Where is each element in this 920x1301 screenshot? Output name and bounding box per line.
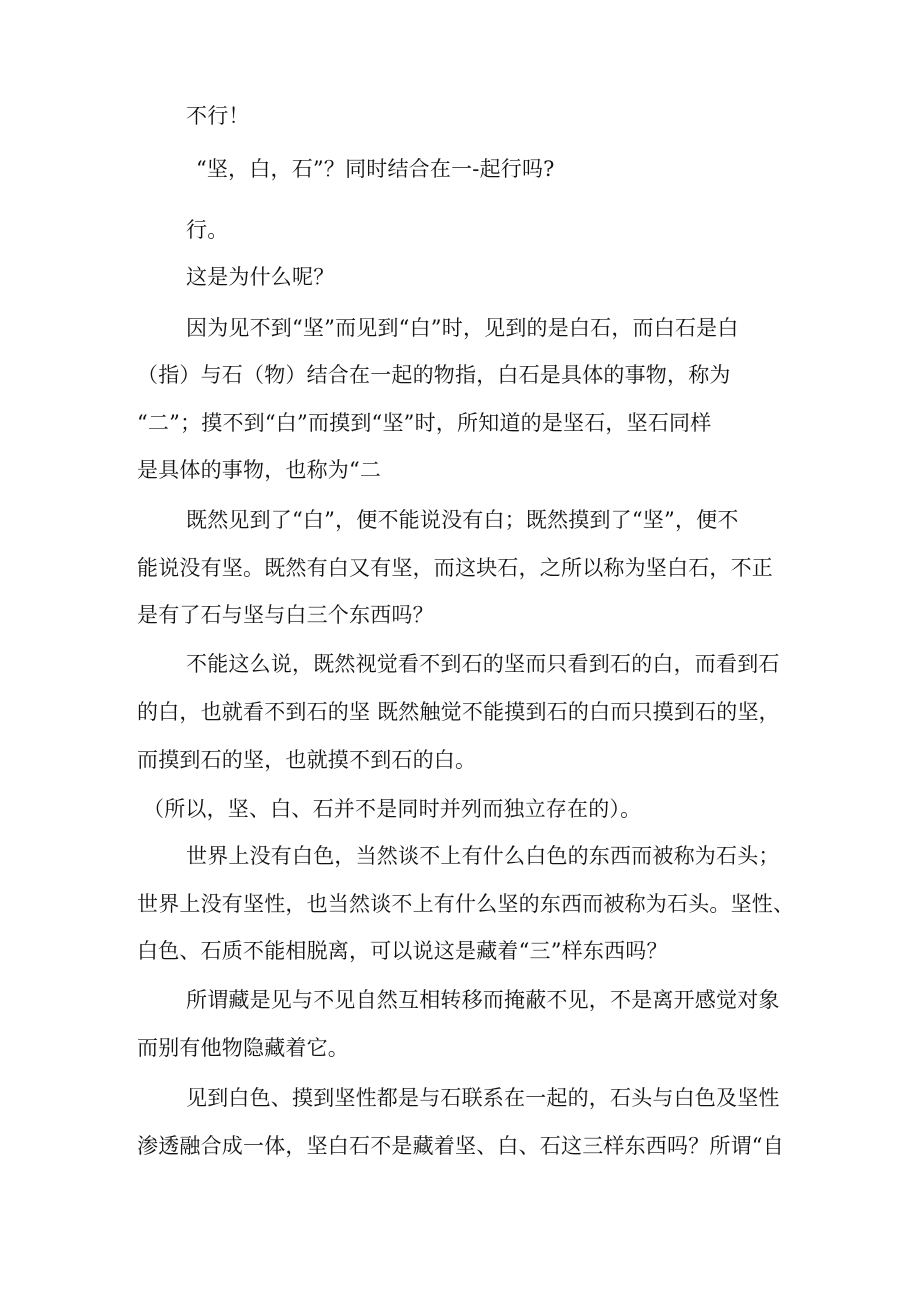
paragraph-line-15: （所以，坚、白、石并不是同时并列而独立存在的）。 [143, 797, 642, 821]
paragraph-line-14: 而摸到石的坚，也就摸不到石的白。 [137, 748, 477, 772]
paragraph-line-2: “坚，白，石”？同时结合在一-起行吗? [196, 157, 555, 181]
paragraph-line-18: 白色、石质不能相脱离，可以说这是藏着“三”样东西吗？ [137, 939, 668, 963]
paragraph-line-11: 是有了石与坚与白三个东西吗？ [137, 603, 434, 627]
paragraph-line-20: 而别有他物隐藏着它。 [137, 1036, 349, 1060]
paragraph-line-7: “二”；摸不到“白”而摸到“坚”时，所知道的是坚石，坚石同样 [137, 411, 712, 435]
paragraph-line-9: 既然见到了“白”，便不能说没有白；既然摸到了“坚”，便不 [186, 508, 739, 532]
paragraph-line-10: 能说没有坚。既然有白又有坚，而这块石，之所以称为坚白石，不正 [137, 556, 773, 580]
paragraph-line-16: 世界上没有白色，当然谈不上有什么白色的东西而被称为石头； [186, 844, 780, 868]
paragraph-line-22: 渗透融合成一体，坚白石不是藏着坚、白、石这三样东西吗？所谓“自 [137, 1134, 784, 1158]
paragraph-line-3: 行。 [186, 218, 229, 242]
paragraph-line-6: （指）与石（物）结合在一起的物指，白石是具体的事物，称为 [137, 363, 731, 387]
paragraph-line-1: 不行！ [186, 104, 250, 128]
paragraph-line-4: 这是为什么呢？ [186, 265, 335, 289]
paragraph-line-17: 世界上没有坚性，也当然谈不上有什么坚的东西而被称为石头。坚性、 [137, 892, 795, 916]
paragraph-line-13: 的白，也就看不到石的坚 既然触觉不能摸到石的白而只摸到石的坚， [137, 700, 780, 724]
paragraph-line-8: 是具体的事物，也称为“二 [137, 458, 382, 482]
paragraph-line-5: 因为见不到“坚”而见到“白”时，见到的是白石，而白石是白 [186, 316, 739, 340]
paragraph-line-12: 不能这么说，既然视觉看不到石的坚而只看到石的白，而看到石 [186, 652, 780, 676]
paragraph-line-21: 见到白色、摸到坚性都是与石联系在一起的，石头与白色及坚性 [186, 1086, 780, 1110]
paragraph-line-19: 所谓藏是见与不见自然互相转移而掩蔽不见，不是离开感觉对象 [186, 988, 780, 1012]
